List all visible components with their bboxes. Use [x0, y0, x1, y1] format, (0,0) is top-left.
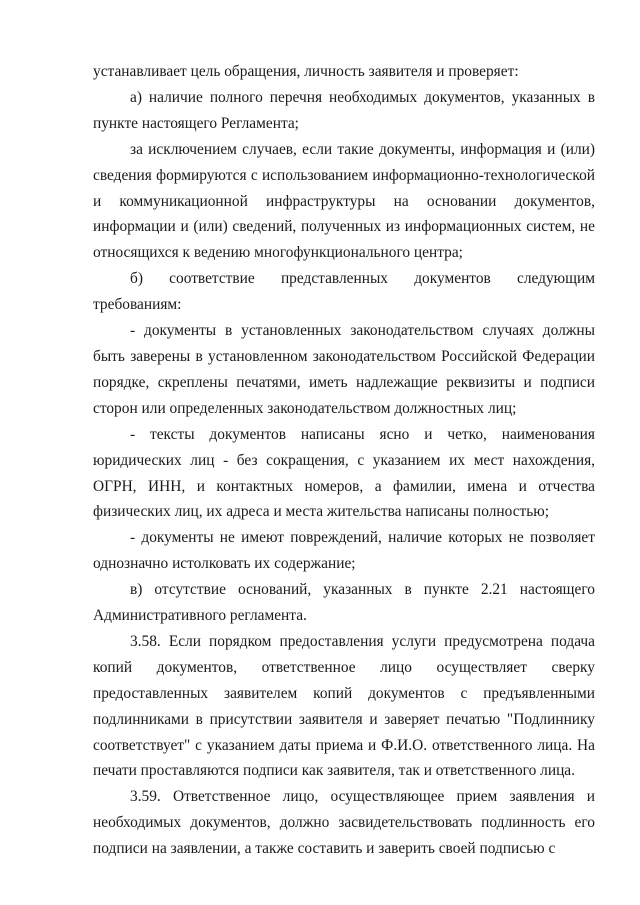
paragraph-item-v: в) отсутствие оснований, указанных в пункте 2.21 настоящего Административного регламента.	[93, 581, 595, 625]
paragraph-requirement-legible: - тексты документов написаны ясно и четко, наименования юридических лиц - без сокращения, с указанием их мест нахождения, ОГРН, ИНН, и контактных номеров, а фамилии, имена и отчества физических лиц, их адреса и места жительства написаны полностью;	[93, 425, 595, 521]
paragraph-section-3-58: 3.58. Если порядком предоставления услуги предусмотрена подача копий документов, ответственное лицо осуществляет сверку предоставленных заявителем копий документов с предъявленными подлинниками в присутствии заявителя и заверяет печатью "Подлиннику соответствует" с указанием даты приема и Ф.И.О. ответственного лица. На печати проставляются подписи как заявителя, так и ответственного лица.	[93, 632, 595, 780]
paragraph-intro: устанавливает цель обращения, личность заявителя и проверяет:	[93, 63, 519, 80]
paragraph-section-3-59: 3.59. Ответственное лицо, осуществляющее прием заявления и необходимых документов, должно засвидетельствовать подлинность его подписи на заявлении, а также составить и заверить своей подписью с	[93, 788, 595, 858]
paragraph-item-a: а) наличие полного перечня необходимых документов, указанных в пункте настоящего Регламента;	[93, 88, 595, 132]
paragraph-requirement-undamaged: - документы не имеют повреждений, наличие которых не позволяет однозначно истолковать их содержание;	[93, 529, 595, 573]
paragraph-item-b: б) соответствие представленных документов следующим требованиям:	[93, 270, 595, 314]
document-text	[93, 59, 595, 862]
paragraph-exception: за исключением случаев, если такие документы, информация и (или) сведения формируются с использованием информационно-технологической и коммуникационной инфраструктуры на основании документов, информации и (или) сведений, полученных из информационных систем, не относящихся к ведению многофункционального центра;	[93, 140, 595, 262]
paragraph-requirement-certified: - документы в установленных законодательством случаях должны быть заверены в установленном законодательством Российской Федерации порядке, скреплены печатями, иметь надлежащие реквизиты и подписи сторон или определенных законодательством должностных лиц;	[93, 322, 595, 417]
